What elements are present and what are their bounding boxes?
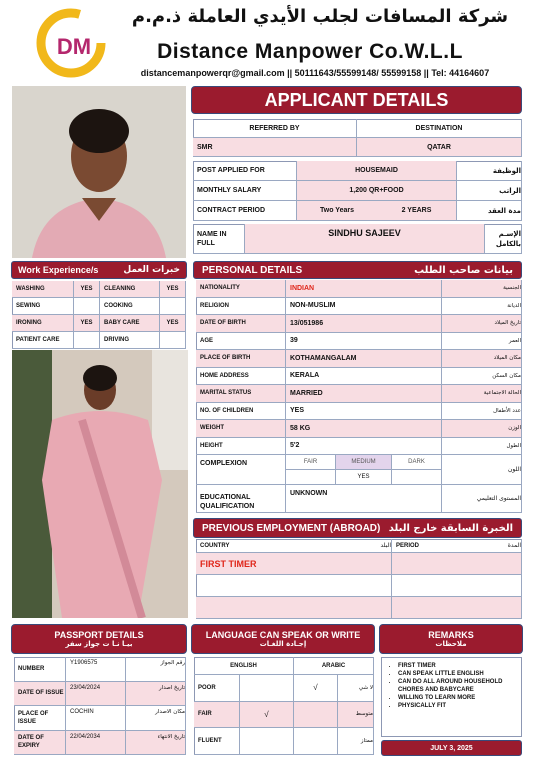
- work-skill-label: SEWING: [12, 298, 74, 315]
- work-skill-value: [160, 298, 186, 315]
- work-skill-value: [74, 298, 100, 315]
- personal-row-value: NON-MUSLIM: [286, 298, 442, 316]
- personal-row-label: NATIONALITY: [196, 280, 286, 298]
- svg-text:DM: DM: [56, 34, 92, 59]
- passport-row-ar: تاريخ اصدار: [126, 682, 186, 707]
- language-header: [191, 624, 375, 654]
- personal-details-header: [193, 261, 522, 279]
- contract-value-years: 2 YEARS: [377, 201, 457, 221]
- salary-value: 1,200 QR+FOOD: [297, 181, 457, 201]
- education-ar: المستوى التعليمي: [442, 485, 522, 513]
- page-title: APPLICANT DETAILS: [191, 86, 522, 114]
- personal-row-label: WEIGHT: [196, 420, 286, 438]
- complexion-fair-check: [286, 470, 336, 485]
- previous-title: PREVIOUS EMPLOYMENT (ABROAD): [202, 522, 381, 534]
- language-level-label: POOR: [194, 675, 240, 702]
- language-level-ar: لا شي: [338, 675, 374, 702]
- work-skill-value: [160, 332, 186, 349]
- contract-ar: مدة العقد: [457, 201, 522, 221]
- remarks-date: JULY 3, 2025: [381, 740, 522, 756]
- personal-row-label: PLACE OF BIRTH: [196, 350, 286, 368]
- language-level-ar: ممتاز: [338, 728, 374, 755]
- work-skill-label: IRONING: [12, 315, 74, 332]
- post-value: HOUSEMAID: [297, 161, 457, 181]
- education-label: EDUCATIONAL QUALIFICATION: [196, 485, 286, 513]
- salary-label: MONTHLY SALARY: [193, 181, 297, 201]
- personal-row-label: NO. OF CHILDREN: [196, 403, 286, 421]
- name-value: SINDHU SAJEEV: [245, 224, 485, 254]
- referred-by-value: SMR: [193, 138, 357, 157]
- work-skill-value: [74, 332, 100, 349]
- personal-row-label: HEIGHT: [196, 438, 286, 456]
- passport-row-ar: تاريخ الانتهاء: [126, 731, 186, 756]
- work-title: Work Experience/s: [18, 265, 99, 275]
- complexion-dark-check: [392, 470, 442, 485]
- language-title-ar: إجـادة اللغـات: [259, 640, 307, 648]
- company-logo: [34, 6, 108, 80]
- work-skill-value: YES: [160, 315, 186, 332]
- remarks-header: [379, 624, 523, 654]
- passport-row-label: DATE OF EXPIRY: [14, 731, 66, 756]
- work-skill-label: WASHING: [12, 281, 74, 298]
- previous-title-ar: الخبرة السابقة خارج البلد: [388, 522, 513, 534]
- remarks-list: [382, 658, 521, 710]
- personal-row-value: YES: [286, 403, 442, 421]
- work-skill-value: YES: [74, 315, 100, 332]
- passport-row-value: 22/04/2034: [66, 731, 126, 756]
- previous-entry: FIRST TIMER: [196, 553, 392, 575]
- personal-row-ar: الجنسية: [442, 280, 522, 298]
- previous-period-2: [392, 575, 522, 597]
- personal-row-ar: الحالة الاجتماعية: [442, 385, 522, 403]
- previous-period-1: [392, 553, 522, 575]
- personal-row-value: KERALA: [286, 368, 442, 386]
- personal-row-value: 13/051986: [286, 315, 442, 333]
- language-english-mark: [240, 728, 294, 755]
- remarks-title-ar: ملاحظات: [435, 640, 467, 648]
- personal-row-ar: مكان الميلاد: [442, 350, 522, 368]
- contract-label: CONTRACT PERIOD: [193, 201, 297, 221]
- complexion-dark: DARK: [392, 455, 442, 470]
- language-arabic-mark: [294, 702, 338, 729]
- lang-english-label: ENGLISH: [194, 657, 294, 675]
- work-title-ar: خبرات العمل: [123, 265, 180, 275]
- passport-header: [11, 624, 187, 654]
- remark-item: • WILLING TO LEARN MORE: [398, 694, 521, 702]
- personal-row-value: 58 KG: [286, 420, 442, 438]
- name-ar: الإسـم بالكامل: [485, 224, 522, 254]
- remark-item: • FIRST TIMER: [398, 662, 521, 670]
- salary-ar: الراتب: [457, 181, 522, 201]
- previous-row-3: [196, 597, 392, 619]
- work-experience-header: [11, 261, 187, 279]
- lang-arabic-label: ARABIC: [294, 657, 374, 675]
- applicant-portrait-photo: [12, 86, 186, 258]
- personal-row-value: 5'2: [286, 438, 442, 456]
- personal-row-ar: مكان السكن: [442, 368, 522, 386]
- previous-employment-header: [193, 518, 522, 538]
- personal-title-ar: بيانات صاحب الطلب: [414, 264, 513, 276]
- company-name-arabic: شركة المسافات لجلب الأيدي العاملة ذ.م.م: [131, 6, 509, 27]
- personal-title: PERSONAL DETAILS: [202, 264, 303, 276]
- language-level-label: FAIR: [194, 702, 240, 729]
- work-skill-label: PATIENT CARE: [12, 332, 74, 349]
- work-skill-label: COOKING: [100, 298, 160, 315]
- language-arabic-mark: √: [294, 675, 338, 702]
- passport-row-value: Y1906575: [66, 657, 126, 682]
- post-ar: الوظيفة: [457, 161, 522, 181]
- complexion-fair: FAIR: [286, 455, 336, 470]
- country-ar: البلد: [294, 539, 392, 553]
- remark-item: • CAN DO ALL AROUND HOUSEHOLD CHORES AND BABYCARE: [398, 678, 521, 694]
- language-english-mark: √: [240, 702, 294, 729]
- country-label: COUNTRY: [196, 539, 294, 553]
- complexion-medium: MEDIUM: [336, 455, 392, 470]
- period-ar: المدة: [457, 539, 522, 553]
- personal-row-label: AGE: [196, 333, 286, 351]
- complexion-medium-check: YES: [336, 470, 392, 485]
- work-skill-label: DRIVING: [100, 332, 160, 349]
- company-name-english: Distance Manpower Co.W.L.L: [157, 40, 463, 63]
- applicant-full-photo: [12, 350, 188, 618]
- personal-row-label: MARITAL STATUS: [196, 385, 286, 403]
- company-contact: distancemanpowerqr@gmail.com || 50111643/55599148/ 55599158 || Tel: 44164607: [140, 68, 490, 78]
- remark-item: • PHYSICALLY FIT: [398, 702, 521, 710]
- personal-row-ar: العمر: [442, 333, 522, 351]
- personal-row-value: MARRIED: [286, 385, 442, 403]
- passport-row-value: COCHIN: [66, 706, 126, 731]
- language-arabic-mark: [294, 728, 338, 755]
- destination-value: QATAR: [357, 138, 522, 157]
- personal-row-ar: الوزن: [442, 420, 522, 438]
- passport-title-ar: بيـا نـا ت جواز سفر: [65, 640, 133, 648]
- previous-row-2: [196, 575, 392, 597]
- personal-row-value: 39: [286, 333, 442, 351]
- complexion-ar: اللون: [442, 455, 522, 485]
- personal-row-label: DATE OF BIRTH: [196, 315, 286, 333]
- personal-row-ar: عدد الأطفال: [442, 403, 522, 421]
- complexion-label: COMPLEXION: [196, 455, 286, 485]
- personal-row-value: INDIAN: [286, 280, 442, 298]
- referred-by-label: REFERRED BY: [193, 119, 357, 138]
- contract-value-words: Two Years: [297, 201, 377, 221]
- period-label: PERIOD: [392, 539, 457, 553]
- language-level-ar: متوسط: [338, 702, 374, 729]
- passport-row-ar: مكان الاصدار: [126, 706, 186, 731]
- work-skill-label: CLEANING: [100, 281, 160, 298]
- personal-row-ar: الطول: [442, 438, 522, 456]
- remarks-box: [381, 657, 522, 737]
- education-value: UNKNOWN: [286, 485, 442, 513]
- personal-row-ar: الديانة: [442, 298, 522, 316]
- work-skill-value: YES: [74, 281, 100, 298]
- personal-row-label: HOME ADDRESS: [196, 368, 286, 386]
- personal-row-value: KOTHAMANGALAM: [286, 350, 442, 368]
- language-english-mark: [240, 675, 294, 702]
- passport-title: PASSPORT DETAILS: [54, 630, 144, 640]
- previous-period-3: [392, 597, 522, 619]
- language-title: LANGUAGE CAN SPEAK OR WRITE: [205, 630, 361, 640]
- passport-row-ar: رقم الجواز: [126, 657, 186, 682]
- work-skill-value: YES: [160, 281, 186, 298]
- language-level-label: FLUENT: [194, 728, 240, 755]
- passport-row-label: PLACE OF ISSUE: [14, 706, 66, 731]
- name-label: NAME IN FULL: [193, 224, 245, 254]
- work-skill-label: BABY CARE: [100, 315, 160, 332]
- personal-row-label: RELIGION: [196, 298, 286, 316]
- remark-item: • CAN SPEAK LITTLE ENGLISH: [398, 670, 521, 678]
- passport-row-label: NUMBER: [14, 657, 66, 682]
- passport-row-label: DATE OF ISSUE: [14, 682, 66, 707]
- post-label: POST APPLIED FOR: [193, 161, 297, 181]
- personal-row-ar: تاريخ الميلاد: [442, 315, 522, 333]
- remarks-title: REMARKS: [428, 630, 474, 640]
- passport-row-value: 23/04/2024: [66, 682, 126, 707]
- destination-label: DESTINATION: [357, 119, 522, 138]
